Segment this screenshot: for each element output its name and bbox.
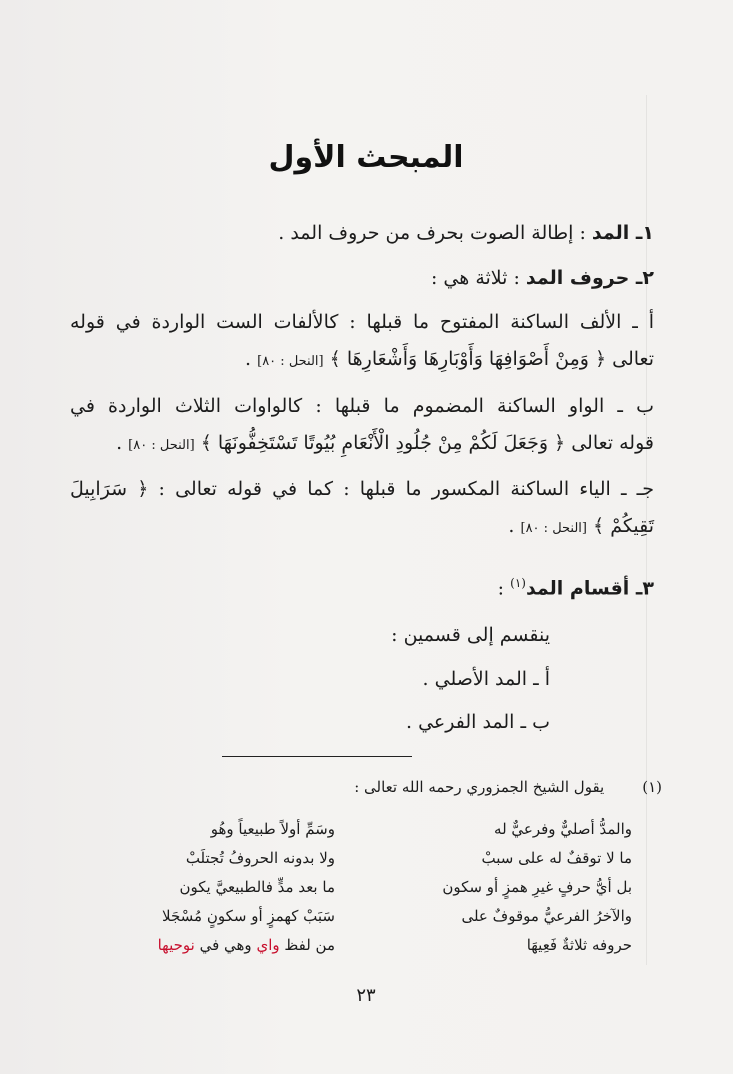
- footnote-number: (١): [642, 778, 662, 796]
- definition-2-head: ٢ـ حروف المد: [525, 267, 654, 289]
- verse-hemistich-1: حروفه ثلاثةٌ فَعِيهَا: [526, 936, 632, 954]
- verse-hemistich-1: والآخرُ الفرعيُّ موقوفٌ على: [461, 907, 632, 925]
- alif-reference: [النحل : ٨٠]: [257, 354, 324, 369]
- ya-end: .: [508, 515, 521, 537]
- waw-verse: قوله تعالى ﴿ وَجَعَلَ لَكُمْ مِنْ جُلُودِ الْأَنْعَامِ بُيُوتًا تَسْتَخِفُّونَهَا ﴾: [200, 432, 654, 454]
- highlighted-word: نوحيها: [157, 936, 195, 954]
- alif-end: .: [245, 348, 258, 370]
- definition-2: [431, 267, 654, 289]
- page-content: [70, 0, 662, 1074]
- division-text: ينقسم إلى قسمين :: [391, 624, 550, 646]
- highlighted-word: واي: [256, 936, 280, 954]
- verse-hemistich-1: بل أيُّ حرفٍ غيرِ همزٍ أو سكون: [442, 878, 632, 896]
- verse-row: [90, 878, 632, 902]
- mad-asli: أ ـ المد الأصلي .: [422, 668, 550, 690]
- footnote-marker: (١): [510, 576, 526, 590]
- footnote-intro: يقول الشيخ الجمزوري رحمه الله تعالى :: [354, 778, 605, 796]
- footnote-heading: [354, 778, 662, 796]
- verse-text: وهي في: [194, 936, 257, 954]
- verse-text: من لفظ: [279, 936, 335, 954]
- definition-1-text: : إطالة الصوت بحرف من حروف المد .: [278, 222, 592, 244]
- definition-3: [498, 576, 654, 599]
- page-number: ٢٣: [356, 985, 376, 1006]
- alif-line-2: [245, 348, 654, 370]
- verse-hemistich-2: [90, 936, 335, 954]
- ya-verse: تَقِيكُمْ ﴾: [593, 515, 654, 537]
- verse-hemistich-2: ما بعد مدٍّ فالطبيعيَّ يكون: [179, 878, 335, 896]
- definition-3-text: :: [497, 577, 511, 600]
- alif-verse: تعالى ﴿ وَمِنْ أَصْوَافِهَا وَأَوْبَارِهَا وَأَشْعَارِهَا ﴾: [329, 348, 654, 370]
- verse-hemistich-2: ولا بدونه الحروفُ تُجتلَبْ: [185, 849, 335, 867]
- waw-reference: [النحل : ٨٠]: [128, 438, 195, 453]
- verse-row: [90, 907, 632, 931]
- waw-end: .: [116, 432, 129, 454]
- ya-reference: [النحل : ٨٠]: [520, 521, 587, 536]
- waw-line-2: [116, 432, 654, 454]
- verse-hemistich-2: وسَمِّ أولاً طبيعياً وهُو: [210, 820, 335, 838]
- footnote-separator: [222, 756, 412, 757]
- definition-2-text: : ثلاثة هي :: [430, 267, 526, 289]
- definition-1: [278, 222, 654, 244]
- verse-hemistich-1: والمدُّ أصليٌّ وفرعيٌّ له: [494, 820, 632, 838]
- verse-row: [90, 936, 632, 960]
- mad-far3i: ب ـ المد الفرعي .: [405, 711, 550, 733]
- verse-row: [90, 849, 632, 873]
- verse-hemistich-2: سَبَبْ كهمزٍ أو سكونٍ مُسْجَلا: [162, 907, 335, 925]
- page-title: المبحث الأول: [268, 140, 464, 175]
- ya-line-2: [508, 515, 654, 537]
- definition-3-head: ٣ـ أقسام المد: [525, 577, 654, 600]
- alif-line-1: أ ـ الألف الساكنة المفتوح ما قبلها : كالألفات الست الواردة في قوله: [70, 311, 654, 333]
- waw-line-1: ب ـ الواو الساكنة المضموم ما قبلها : كالواوات الثلاث الواردة في: [70, 395, 654, 417]
- verse-hemistich-1: ما لا توقفٌ له على سببْ: [481, 849, 632, 867]
- verse-row: [90, 820, 632, 844]
- ya-line-1: جـ ـ الياء الساكنة المكسور ما قبلها : كما في قوله تعالى : ﴿ سَرَابِيلَ: [70, 478, 654, 500]
- definition-1-head: ١ـ المد: [591, 222, 654, 244]
